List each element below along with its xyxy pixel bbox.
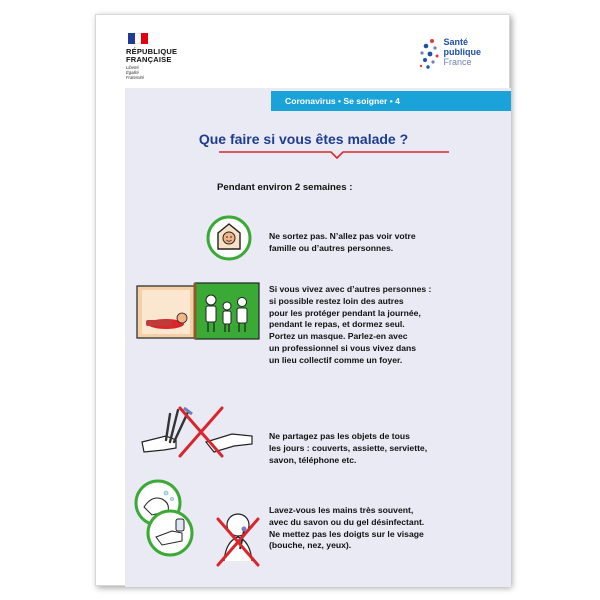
text-line: pendant le repas, et dormez seul. — [269, 319, 405, 330]
item-no-sharing-text — [269, 431, 484, 466]
text-line: Ne partagez pas les objets de tous — [269, 431, 410, 441]
text-line: Ne sortez pas. N’allez pas voir votre — [269, 231, 416, 241]
french-flag-icon — [128, 33, 148, 44]
poster-sheet — [95, 14, 510, 586]
page-title: Que faire si vous êtes malade ? — [198, 131, 409, 147]
text-line: Ne mettez pas les doigts sur le visage — [269, 528, 424, 539]
item-stay-home-text — [269, 231, 484, 255]
text-line: (bouche, nez, yeux). — [269, 540, 352, 551]
motto-fraternite: Fraternité — [126, 74, 144, 80]
text-line: savon, téléphone etc. — [269, 454, 357, 465]
isolate-icon — [136, 282, 260, 340]
republique-line2: FRANÇAISE — [126, 55, 172, 64]
spf-line2: publique — [443, 47, 481, 57]
sante-publique-dots-icon — [418, 37, 440, 73]
item-hand-washing-text — [269, 505, 484, 552]
text-line: Portez un masque. Parlez-en avec — [269, 331, 408, 342]
text-line: avec du savon ou du gel désinfectant. — [269, 516, 425, 527]
no-sharing-icon — [136, 402, 260, 462]
stay-home-icon — [206, 215, 252, 261]
text-line: Lavez-vous les mains très souvent, — [269, 505, 414, 515]
section-banner: Coronavirus • Se soigner • 4 — [271, 91, 511, 111]
text-line: un lieu collectif comme un foyer. — [269, 354, 403, 365]
motto-egalite: Égalité — [126, 69, 139, 75]
republique-line1: RÉPUBLIQUE — [126, 47, 178, 56]
text-line: famille ou d’autres personnes. — [269, 242, 394, 253]
text-line: si possible restez loin des autres — [269, 295, 404, 306]
duration-subtitle: Pendant environ 2 semaines : — [217, 182, 353, 193]
spf-line3: France — [443, 57, 472, 67]
republique-francaise-logo — [126, 33, 206, 80]
text-line: les jours : couverts, assiette, serviette, — [269, 442, 428, 453]
sante-publique-france-logo — [418, 37, 482, 73]
republique-motto — [126, 66, 206, 80]
item-isolate-text — [269, 284, 484, 367]
spf-line1: Santé — [443, 37, 469, 47]
text-line: Si vous vivez avec d’autres personnes : — [269, 284, 432, 294]
motto-liberte: Liberté — [126, 65, 139, 70]
title-underline — [219, 150, 449, 160]
text-line: pour les protéger pendant la journée, — [269, 307, 421, 318]
hand-washing-icon — [132, 477, 262, 569]
text-line: un professionnel si vous vivez dans — [269, 342, 417, 353]
